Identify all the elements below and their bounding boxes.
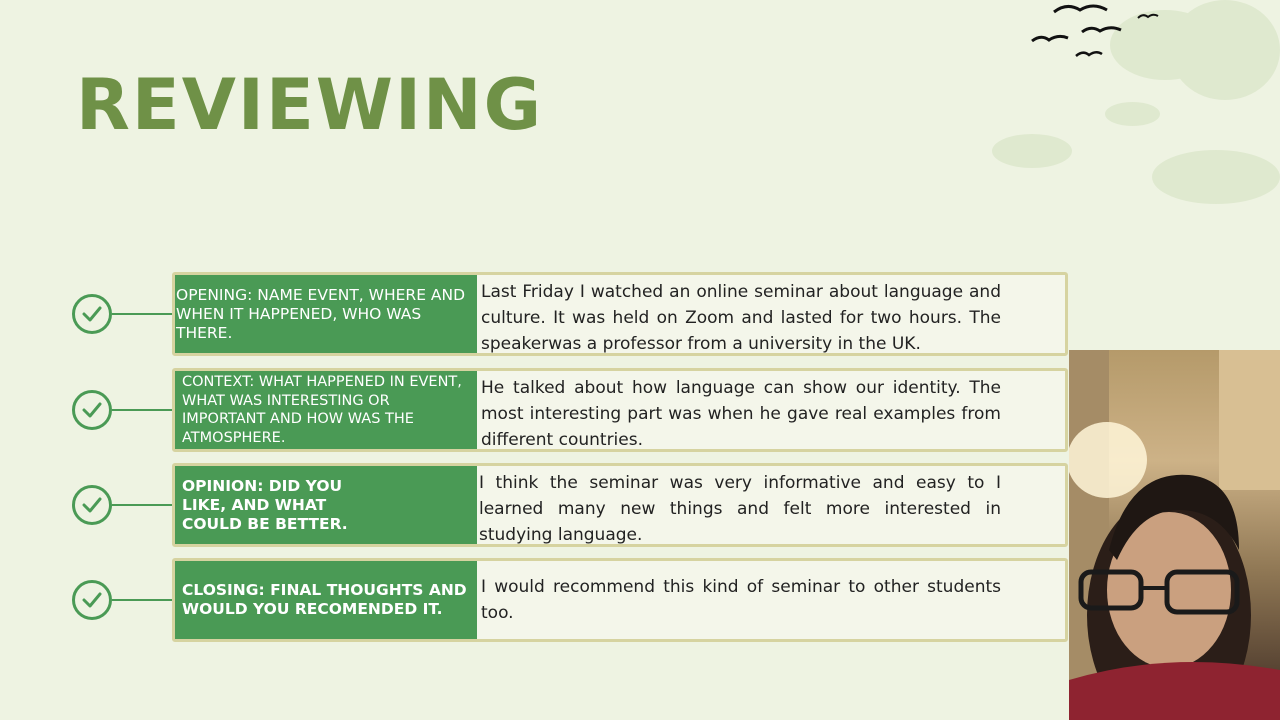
row-label: CLOSING: FINAL THOUGHTS AND WOULD YOU RECOMENDED IT. bbox=[175, 561, 477, 639]
row-text: I would recommend this kind of seminar to other students too. bbox=[481, 577, 1001, 623]
slide-title: REVIEWING bbox=[76, 64, 544, 146]
check-circle-icon bbox=[72, 390, 112, 430]
review-box bbox=[172, 368, 1068, 452]
review-box bbox=[172, 272, 1068, 356]
birds-icon bbox=[1030, 0, 1160, 62]
row-label: OPINION: DID YOU LIKE, AND WHAT COULD BE BETTER. bbox=[175, 466, 477, 544]
row-text: He talked about how language can show our identity. The most interesting part was when he gave real examples from different countries. bbox=[481, 378, 1001, 450]
review-row-opinion bbox=[0, 463, 1070, 547]
connector-line bbox=[112, 409, 174, 411]
connector-line bbox=[112, 313, 174, 315]
connector-line bbox=[112, 504, 174, 506]
webcam-video bbox=[1069, 350, 1280, 720]
connector-line bbox=[112, 599, 174, 601]
row-text: I think the seminar was very informative and easy to I learned many new things and felt more interested in studying language. bbox=[479, 473, 1001, 545]
check-circle-icon bbox=[72, 485, 112, 525]
review-box bbox=[172, 463, 1068, 547]
cloud-decoration bbox=[1105, 102, 1160, 126]
review-row-closing bbox=[0, 558, 1070, 642]
cloud-decoration bbox=[1152, 150, 1280, 204]
row-text: Last Friday I watched an online seminar about language and culture. It was held on Zoom and lasted for two hours. The speakerwas a professor from a university in the UK. bbox=[481, 282, 1001, 354]
review-box bbox=[172, 558, 1068, 642]
check-circle-icon bbox=[72, 580, 112, 620]
cloud-decoration bbox=[1170, 0, 1280, 100]
cloud-decoration bbox=[992, 134, 1072, 168]
check-circle-icon bbox=[72, 294, 112, 334]
review-row-opening bbox=[0, 272, 1070, 356]
row-label: CONTEXT: WHAT HAPPENED IN EVENT, WHAT WAS INTERESTING OR IMPORTANT AND HOW WAS THE ATMOSPHERE. bbox=[175, 371, 477, 449]
row-label: OPENING: NAME EVENT, WHERE AND WHEN IT HAPPENED, WHO WAS THERE. bbox=[175, 275, 477, 353]
review-row-context bbox=[0, 368, 1070, 452]
